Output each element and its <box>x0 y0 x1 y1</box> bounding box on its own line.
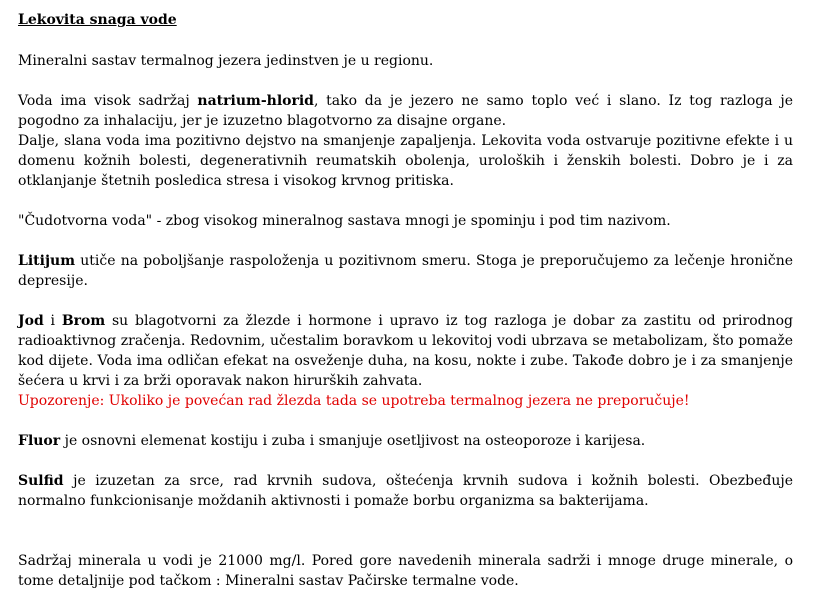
miracle-water-paragraph: "Čudotvorna voda" - zbog visokog mineralnog sastava mnogi je spominju i pod tim nazivom. <box>18 213 671 229</box>
iodine-bromine-text: su blagotvorni za žlezde i hormone i upravo iz tog razloga je dobar za zastitu od prirodnog radioaktivnog zračenja. Redovnim, učestalim boravkom u lekovitoj vodi ubrzava se metabolizam, što pomaže kod dijete. Voda ima odličan efekat na osveženje duha, na kosu, nokte i zube. Takođe dobro je i za smanjenje šećera u krvi i za brži oporavak nakon hirurških zahvata. <box>18 313 793 389</box>
sodium-chloride-after: , tako da je jezero ne samo toplo već i slano. Iz tog razloga je pogodno za inhalaciju, jer je izuzetno blagotvorno za disajne organe. <box>18 93 794 129</box>
sulfide-term: Sulfid <box>18 473 64 489</box>
fluor-text: je osnovni elemenat kostiju i zuba i smanjuje osetljivost na osteoporoze i karijesa. <box>60 433 646 449</box>
anti-inflammatory-paragraph: Dalje, slana voda ima pozitivno dejstvo na smanjenje zapaljenja. Lekovita voda ostvaruje pozitivne efekte i u domenu kožnih bolesti, degenerativnih reumatskih obolenja, uroloških i ženskih bolesti. Dobro je i za otklanjanje štetnih posledica stresa i visokog krvnog pritiska. <box>18 133 793 189</box>
lithium-term: Litijum <box>18 253 76 269</box>
iodine-term: Jod <box>18 313 44 329</box>
intro-paragraph: Mineralni sastav termalnog jezera jedinstven je u regionu. <box>18 53 434 69</box>
bromine-term: Brom <box>61 313 106 329</box>
lithium-paragraph <box>18 251 793 291</box>
sodium-chloride-paragraph <box>18 91 793 131</box>
sulfide-paragraph <box>18 471 793 511</box>
fluor-paragraph <box>18 431 793 451</box>
iodine-connector: i <box>43 313 62 329</box>
fluor-term: Fluor <box>18 433 61 449</box>
sulfide-text: je izuzetan za srce, rad krvnih sudova, oštećenja krvnih sudova i kožnih bolesti. Obezbeđuje normalno funkcionisanje moždanih aktivnosti i pomaže borbu organizma sa bakterijama. <box>18 473 793 509</box>
warning-paragraph: Upozorenje: Ukoliko je povećan rad žlezda tada se upotreba termalnog jezera ne preporučuje! <box>18 393 690 409</box>
sodium-chloride-before: Voda ima visok sadržaj <box>18 93 198 109</box>
mineral-content-paragraph: Sadržaj minerala u vodi je 21000 mg/l. Pored gore navedenih minerala sadrži i mnoge druge minerale, o tome detaljnije pod tačkom : Mineralni sastav Pačirske termalne vode. <box>18 553 793 589</box>
iodine-bromine-paragraph <box>18 311 793 391</box>
lithium-text: utiče na poboljšanje raspoloženja u pozitivnom smeru. Stoga je preporučujemo za lečenje hronične depresije. <box>18 253 793 289</box>
sodium-chloride-term: natrium-hlorid <box>197 93 314 109</box>
document-title: Lekovita snaga vode <box>18 12 177 28</box>
